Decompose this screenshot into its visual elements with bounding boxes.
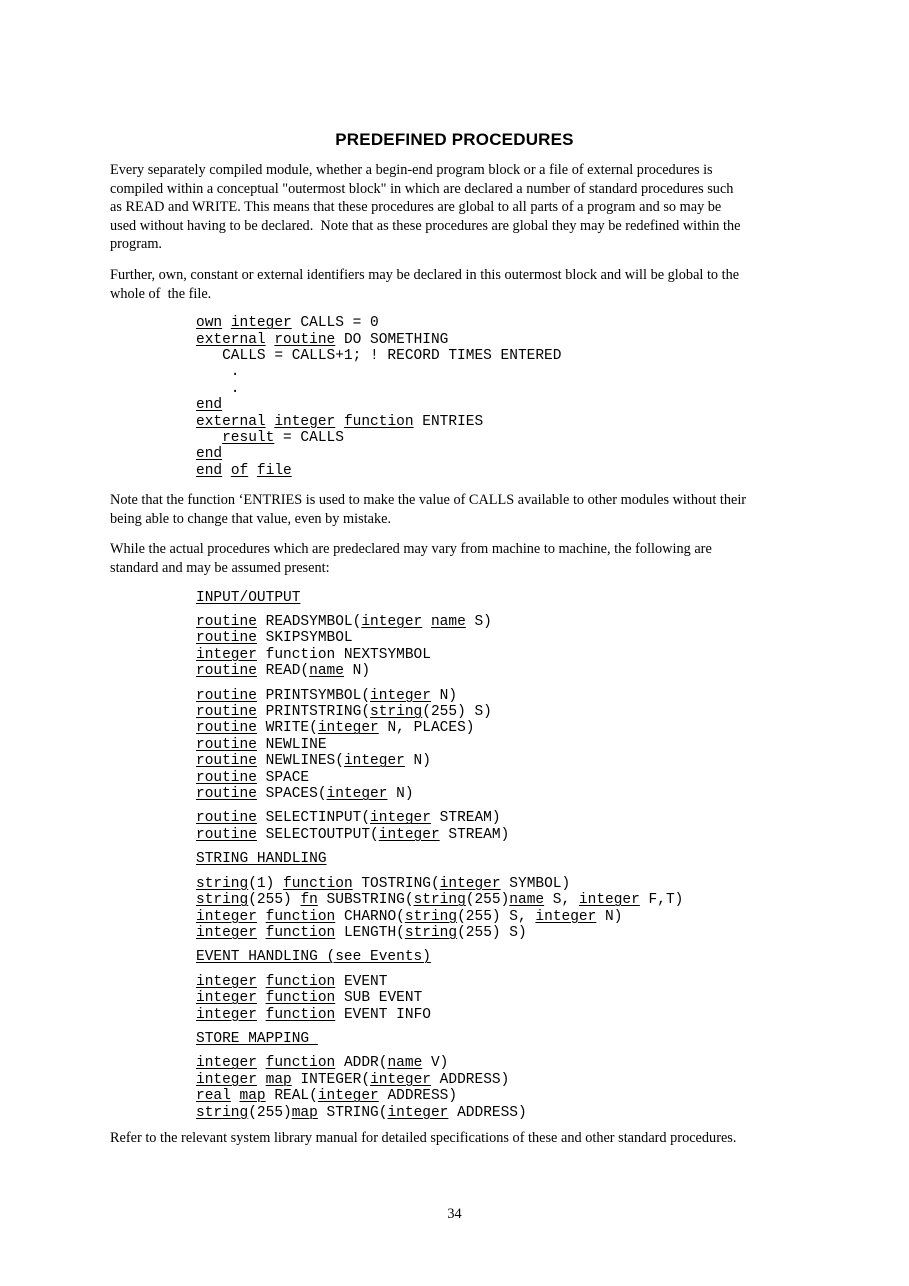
code-keyword: integer xyxy=(317,1088,379,1105)
paragraph-line: Further, own, constant or external identifiers may be declared in this outermost block and will be global to the xyxy=(110,266,740,283)
code-keyword: routine xyxy=(196,704,257,721)
code-keyword: name xyxy=(430,614,466,630)
code-line xyxy=(196,827,909,843)
code-keyword: integer xyxy=(196,924,257,941)
code-keyword: integer xyxy=(439,875,501,892)
code-line xyxy=(196,430,909,446)
paragraph-line: used without having to be declared. Note that as these procedures are global they may be redefined within the xyxy=(110,217,741,234)
code-keyword: integer xyxy=(370,810,431,827)
code-text: S) xyxy=(465,614,492,630)
paragraph-refer xyxy=(110,1129,909,1148)
code-keyword: routine xyxy=(274,331,336,348)
code-keyword: map xyxy=(265,1071,292,1088)
code-text xyxy=(257,1072,266,1088)
code-text xyxy=(257,925,266,941)
section-heading-store-mapping xyxy=(196,1031,909,1047)
code-text: N) xyxy=(404,753,431,770)
code-line xyxy=(196,446,909,462)
code-group-string-handling xyxy=(196,876,909,942)
code-text: NEWLINES( xyxy=(256,753,344,770)
code-keyword: string xyxy=(370,704,423,721)
code-text: ENTRIES xyxy=(413,413,484,430)
code-text xyxy=(257,974,266,990)
code-line xyxy=(196,892,909,908)
code-line xyxy=(196,909,909,925)
code-group-io-select xyxy=(196,810,909,843)
section-heading-input-output xyxy=(196,590,909,606)
code-keyword: function xyxy=(265,1006,336,1023)
code-text: STREAM) xyxy=(439,826,510,843)
code-keyword: name xyxy=(509,892,545,909)
code-keyword: string xyxy=(413,892,466,909)
code-text: REAL( xyxy=(265,1088,318,1105)
paragraph-line: as READ and WRITE. This means that these procedures are global to all parts of a program and so may be xyxy=(110,199,722,216)
code-line xyxy=(196,1007,909,1023)
code-text: SUBSTRING( xyxy=(317,892,414,909)
code-line xyxy=(196,704,909,720)
code-line xyxy=(196,786,909,802)
code-keyword: routine xyxy=(196,826,257,843)
paragraph-line: program. xyxy=(110,236,163,253)
code-keyword: string xyxy=(196,875,249,892)
code-text: N) xyxy=(343,663,371,680)
code-text xyxy=(257,1007,266,1023)
code-line xyxy=(196,770,909,786)
code-text: N) xyxy=(387,786,414,803)
code-keyword: routine xyxy=(196,736,257,753)
code-text xyxy=(222,463,231,479)
page-number: 34 xyxy=(447,1206,462,1222)
code-keyword: string xyxy=(404,908,458,925)
code-line xyxy=(196,381,909,397)
code-line xyxy=(196,663,909,679)
code-text: SELECTINPUT( xyxy=(256,810,371,827)
code-keyword: integer xyxy=(343,753,405,770)
paragraph-note xyxy=(110,491,909,528)
code-keyword: fn xyxy=(300,892,318,909)
code-text: CALLS = CALLS+1; ! RECORD TIMES ENTERED xyxy=(196,347,562,364)
code-keyword: integer xyxy=(196,1071,257,1088)
code-keyword: routine xyxy=(196,720,257,737)
paragraph-line: whole of the file. xyxy=(110,285,212,302)
code-text: (255) xyxy=(248,1104,292,1121)
section-heading-text: STRING HANDLING xyxy=(196,851,327,868)
section-heading-text: INPUT/OUTPUT xyxy=(196,589,301,606)
code-text: (255) S, xyxy=(457,908,536,925)
paragraph-line: Refer to the relevant system library manual for detailed specifications of these and other standard procedures. xyxy=(110,1129,737,1146)
code-text xyxy=(257,909,266,925)
code-group-io-print xyxy=(196,688,909,803)
code-line xyxy=(196,1105,909,1121)
code-text: INTEGER( xyxy=(291,1071,371,1088)
code-keyword: end xyxy=(196,397,223,414)
code-keyword: routine xyxy=(196,810,257,827)
code-keyword: integer xyxy=(274,413,336,430)
code-line xyxy=(196,1088,909,1104)
code-keyword: map xyxy=(239,1088,266,1105)
code-keyword: integer xyxy=(196,646,257,663)
code-keyword: integer xyxy=(578,892,640,909)
section-heading-event-handling xyxy=(196,949,909,965)
paragraph-line: Note that the function ‘ENTRIES is used to make the value of CALLS available to other modules without their xyxy=(110,492,747,509)
code-text: STRING( xyxy=(317,1104,388,1121)
code-keyword: integer xyxy=(196,908,257,925)
code-line xyxy=(196,647,909,663)
code-keyword: function xyxy=(265,908,336,925)
code-keyword: of xyxy=(230,462,249,479)
code-line xyxy=(196,737,909,753)
code-text: (1) xyxy=(248,875,284,892)
code-keyword: real xyxy=(196,1088,231,1105)
code-line xyxy=(196,463,909,479)
paragraph-line: being able to change that value, even by mistake. xyxy=(110,510,392,527)
code-line xyxy=(196,364,909,380)
code-text: WRITE( xyxy=(256,720,318,737)
code-keyword: function xyxy=(265,924,336,941)
code-text: V) xyxy=(422,1055,449,1072)
code-line xyxy=(196,1072,909,1088)
code-keyword: integer xyxy=(370,1071,431,1088)
code-keyword: routine xyxy=(196,663,257,680)
code-text: CALLS = 0 xyxy=(291,315,379,332)
code-keyword: own xyxy=(196,315,223,332)
code-text: . xyxy=(196,380,240,397)
code-text: SELECTOUTPUT( xyxy=(256,826,379,843)
code-text: CHARNO( xyxy=(335,908,405,925)
code-keyword: routine xyxy=(196,786,257,803)
code-keyword: integer xyxy=(535,908,597,925)
code-line xyxy=(196,753,909,769)
code-text: . xyxy=(196,364,240,381)
code-text: STREAM) xyxy=(430,810,501,827)
code-keyword: integer xyxy=(317,720,379,737)
code-keyword: string xyxy=(196,892,249,909)
section-heading-text: STORE MAPPING xyxy=(196,1030,318,1047)
code-group-io-read xyxy=(196,614,909,680)
code-keyword: map xyxy=(291,1104,318,1121)
code-text: F,T) xyxy=(639,892,684,909)
code-text: EVENT INFO xyxy=(335,1006,431,1023)
paragraph-intro xyxy=(110,161,909,254)
code-keyword: integer xyxy=(196,990,257,1007)
code-keyword: external xyxy=(196,331,266,348)
code-keyword: routine xyxy=(196,769,257,786)
code-keyword: end xyxy=(196,446,223,463)
code-text: PRINTSTRING( xyxy=(256,704,371,721)
code-text: NEWLINE xyxy=(256,736,327,753)
section-heading-text: EVENT HANDLING (see Events) xyxy=(196,949,431,966)
code-text: ADDRESS) xyxy=(378,1088,458,1105)
code-line xyxy=(196,630,909,646)
code-keyword: file xyxy=(256,462,292,479)
code-text: ADDR( xyxy=(335,1055,388,1072)
code-text xyxy=(248,463,257,479)
code-text xyxy=(196,430,222,446)
code-keyword: integer xyxy=(196,973,257,990)
code-keyword: name xyxy=(309,663,344,680)
code-text: (255) xyxy=(248,892,301,909)
code-keyword: external xyxy=(196,413,266,430)
code-text: ADDRESS) xyxy=(448,1104,527,1121)
paragraph-line: standard and may be assumed present: xyxy=(110,560,330,576)
code-text xyxy=(231,1088,240,1104)
code-keyword: name xyxy=(387,1055,423,1072)
code-keyword: integer xyxy=(387,1104,449,1121)
code-text: N) xyxy=(596,908,623,925)
paragraph-while xyxy=(110,540,909,577)
code-line xyxy=(196,810,909,826)
code-keyword: result xyxy=(222,430,275,446)
code-text: = CALLS xyxy=(274,430,344,446)
code-keyword: end xyxy=(196,462,223,479)
code-text: ADDRESS) xyxy=(430,1071,510,1088)
code-keyword: integer xyxy=(196,1055,257,1072)
code-keyword: function xyxy=(283,875,353,892)
code-keyword: function xyxy=(343,413,414,430)
code-text: SYMBOL) xyxy=(500,875,571,892)
code-text: (255) S) xyxy=(457,924,527,941)
code-text: READ( xyxy=(256,663,310,680)
code-line xyxy=(196,688,909,704)
code-text: SUB EVENT xyxy=(335,990,423,1007)
code-text: DO SOMETHING xyxy=(335,331,449,348)
paragraph-line: Every separately compiled module, whether a begin-end program block or a file of external procedures is xyxy=(110,162,713,178)
code-text xyxy=(422,614,431,630)
code-line xyxy=(196,925,909,941)
code-text xyxy=(257,1055,266,1071)
code-text: LENGTH( xyxy=(335,924,405,941)
code-keyword: function xyxy=(265,973,336,990)
code-text xyxy=(222,315,231,331)
code-group-event-handling xyxy=(196,974,909,1023)
code-line xyxy=(196,974,909,990)
paragraph-line: compiled within a conceptual "outermost block" in which are declared a number of standard procedures such xyxy=(110,180,734,197)
code-keyword: string xyxy=(196,1104,249,1121)
code-text: TOSTRING( xyxy=(352,875,440,892)
code-line xyxy=(196,1055,909,1071)
code-text: N, PLACES) xyxy=(378,720,475,737)
code-text: READSYMBOL( xyxy=(256,614,362,630)
code-keyword: integer xyxy=(361,614,423,630)
code-line xyxy=(196,614,909,630)
code-text: (255) xyxy=(465,892,510,909)
code-text: SKIPSYMBOL xyxy=(256,630,353,647)
code-text: N) xyxy=(430,687,458,704)
code-line xyxy=(196,876,909,892)
code-text xyxy=(257,990,266,1006)
paragraph-further xyxy=(110,266,909,303)
code-line xyxy=(196,990,909,1006)
code-text: function NEXTSYMBOL xyxy=(256,646,431,663)
code-keyword: routine xyxy=(196,687,257,704)
code-keyword: function xyxy=(265,990,336,1007)
code-text: EVENT xyxy=(335,973,388,990)
code-text: SPACES( xyxy=(256,786,327,803)
code-text: PRINTSYMBOL( xyxy=(256,687,371,704)
code-text: (255) S) xyxy=(422,704,492,721)
page-title: PREDEFINED PROCEDURES xyxy=(335,130,574,149)
code-keyword: integer xyxy=(196,1006,257,1023)
code-text: S, xyxy=(544,892,579,909)
code-line xyxy=(196,720,909,736)
code-keyword: integer xyxy=(230,315,292,332)
code-example-block xyxy=(196,315,909,479)
code-keyword: function xyxy=(265,1055,336,1072)
code-line xyxy=(196,332,909,348)
code-text xyxy=(335,414,344,430)
code-line xyxy=(196,315,909,331)
code-keyword: integer xyxy=(326,786,388,803)
code-keyword: string xyxy=(404,924,458,941)
code-text: SPACE xyxy=(256,769,310,786)
code-line xyxy=(196,397,909,413)
code-keyword: integer xyxy=(378,826,440,843)
code-line xyxy=(196,414,909,430)
code-keyword: integer xyxy=(370,687,431,704)
code-keyword: routine xyxy=(196,630,257,647)
code-keyword: routine xyxy=(196,753,257,770)
paragraph-line: While the actual procedures which are predeclared may vary from machine to machine, the following are xyxy=(110,541,712,558)
code-keyword: routine xyxy=(196,614,257,630)
code-line xyxy=(196,348,909,364)
section-heading-string-handling xyxy=(196,851,909,867)
code-group-store-mapping xyxy=(196,1055,909,1121)
